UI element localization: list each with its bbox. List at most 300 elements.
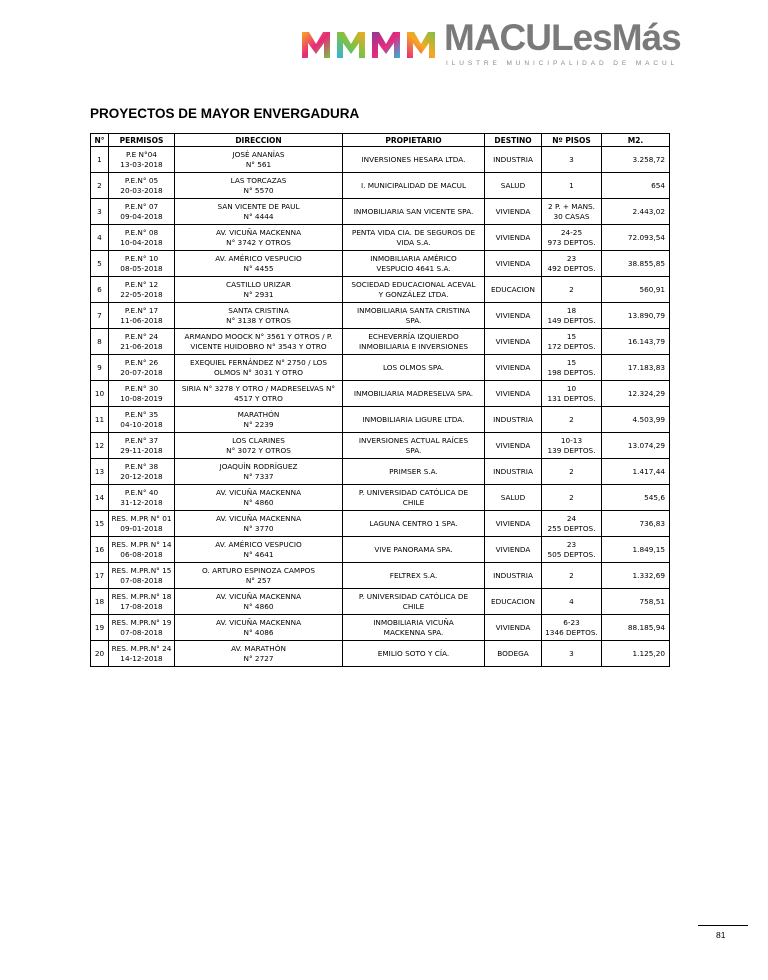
propietario-cell-line: EMILIO SOTO Y CÍA. [377, 648, 450, 658]
direccion-cell-line: AV. VICUÑA MACKENNA [215, 591, 302, 601]
m2-cell: 1.125,20 [602, 641, 670, 667]
propietario-cell-line: INMOBILIARIA E INVERSIONES [359, 341, 468, 351]
m2-cell: 3.258,72 [602, 147, 670, 173]
permiso-cell [109, 381, 175, 407]
macul-logo-mark [300, 28, 440, 60]
propietario-cell [343, 173, 485, 199]
propietario-cell-line: INMOBILIARIA MADRESELVA SPA. [353, 388, 474, 398]
propietario-cell-line: LAGUNA CENTRO 1 SPA. [369, 518, 458, 528]
direccion-cell-line: AV. VICUÑA MACKENNA [215, 487, 302, 497]
pisos-cell [542, 511, 602, 537]
direccion-cell-line: SIRIA N° 3278 Y OTRO / MADRESELVAS N° [181, 383, 336, 393]
propietario-cell-line: INVERSIONES ACTUAL RAÍCES [358, 435, 469, 445]
permiso-cell [109, 329, 175, 355]
pisos-cell [542, 407, 602, 433]
permiso-cell-line: P.E.N° 30 [124, 383, 159, 393]
table-row [91, 329, 670, 355]
pisos-cell-line: 973 DEPTOS. [547, 237, 596, 247]
direccion-cell [175, 615, 343, 641]
direccion-cell-line: O. ARTURO ESPINOZA CAMPOS [201, 565, 315, 575]
m2-cell: 4.503,99 [602, 407, 670, 433]
row-number: 19 [91, 615, 109, 641]
pisos-cell [542, 433, 602, 459]
permiso-cell-line: RES. M.PR.N° 18 [111, 591, 172, 601]
propietario-cell [343, 641, 485, 667]
row-number: 10 [91, 381, 109, 407]
direccion-cell-line: SAN VICENTE DE PAUL [217, 201, 300, 211]
table-row [91, 147, 670, 173]
table-row [91, 641, 670, 667]
direccion-cell-line: N° 4086 [243, 627, 274, 637]
direccion-cell-line: AV. MARATHÓN [231, 643, 286, 653]
permiso-cell-line: 06-08-2018 [120, 549, 163, 559]
row-number: 16 [91, 537, 109, 563]
direccion-cell [175, 407, 343, 433]
propietario-cell-line: VIDA S.A. [396, 237, 431, 247]
direccion-cell-line: N° 4444 [243, 211, 274, 221]
pisos-cell-line: 1346 DEPTOS. [545, 627, 598, 637]
pisos-cell-line: 131 DEPTOS. [547, 393, 596, 403]
direccion-cell-line: JOAQUÍN RODRÍGUEZ [219, 461, 298, 471]
direccion-cell [175, 459, 343, 485]
pisos-cell-line: 4 [569, 596, 574, 606]
destino-cell: INDUSTRIA [485, 147, 542, 173]
permiso-cell-line: 22-05-2018 [120, 289, 163, 299]
destino-cell: VIVIENDA [485, 381, 542, 407]
brand-main: MACUL [444, 17, 573, 58]
permiso-cell-line: 07-08-2018 [120, 575, 163, 585]
m2-cell: 1.332,69 [602, 563, 670, 589]
propietario-cell-line: CHILE [402, 601, 425, 611]
direccion-cell [175, 355, 343, 381]
propietario-cell [343, 511, 485, 537]
table-row [91, 459, 670, 485]
permiso-cell [109, 355, 175, 381]
pisos-cell-line: 2 [569, 570, 574, 580]
propietario-cell [343, 485, 485, 511]
m2-cell: 736,83 [602, 511, 670, 537]
table-row [91, 225, 670, 251]
permiso-cell [109, 537, 175, 563]
pisos-cell-line: 198 DEPTOS. [547, 367, 596, 377]
permiso-cell-line: P.E.N° 07 [124, 201, 159, 211]
destino-cell: VIVIENDA [485, 511, 542, 537]
destino-cell: VIVIENDA [485, 355, 542, 381]
row-number: 17 [91, 563, 109, 589]
direccion-cell-line: N° 561 [245, 159, 272, 169]
permiso-cell-line: 09-01-2018 [120, 523, 163, 533]
permiso-cell-line: P.E.N° 17 [124, 305, 159, 315]
propietario-cell-line: INMOBILIARIA SAN VICENTE SPA. [353, 206, 474, 216]
permiso-cell-line: P.E.N° 37 [124, 435, 159, 445]
permiso-cell [109, 511, 175, 537]
direccion-cell [175, 537, 343, 563]
pisos-cell-line: 10 [566, 383, 577, 393]
direccion-cell [175, 381, 343, 407]
direccion-cell-line: VICENTE HUIDOBRO N° 3543 Y OTRO [190, 341, 327, 351]
permiso-cell-line: P.E.N° 40 [124, 487, 159, 497]
direccion-cell-line: N° 7337 [243, 471, 274, 481]
destino-cell: EDUCACION [485, 589, 542, 615]
pisos-cell-line: 3 [569, 648, 574, 658]
propietario-cell-line: INMOBILIARIA VICUÑA [373, 617, 454, 627]
propietario-cell-line: PRIMSER S.A. [389, 466, 438, 476]
propietario-cell [343, 563, 485, 589]
pisos-cell [542, 563, 602, 589]
pisos-cell [542, 147, 602, 173]
pisos-cell [542, 199, 602, 225]
pisos-cell-line: 492 DEPTOS. [547, 263, 596, 273]
table-row [91, 563, 670, 589]
table-row [91, 381, 670, 407]
permiso-cell-line: RES. M.PR N° 01 [111, 513, 172, 523]
m2-cell: 2.443,02 [602, 199, 670, 225]
brand-wordmark [444, 18, 681, 58]
direccion-cell-line: N° 4860 [243, 601, 274, 611]
row-number: 3 [91, 199, 109, 225]
table-row [91, 537, 670, 563]
propietario-cell-line: ECHEVERRÍA IZQUIERDO [368, 331, 459, 341]
propietario-cell [343, 303, 485, 329]
row-number: 15 [91, 511, 109, 537]
propietario-cell-line: INVERSIONES HESARA LTDA. [361, 154, 466, 164]
projects-table [90, 133, 670, 667]
destino-cell: BODEGA [485, 641, 542, 667]
permiso-cell [109, 641, 175, 667]
pisos-cell-line: 1 [569, 180, 574, 190]
permiso-cell-line: P.E.N° 35 [124, 409, 159, 419]
destino-cell: INDUSTRIA [485, 563, 542, 589]
direccion-cell [175, 485, 343, 511]
direccion-cell [175, 303, 343, 329]
direccion-cell [175, 563, 343, 589]
propietario-cell [343, 355, 485, 381]
page-number: 81 [716, 930, 726, 940]
page-title: PROYECTOS DE MAYOR ENVERGADURA [90, 106, 360, 121]
row-number: 20 [91, 641, 109, 667]
permiso-cell [109, 225, 175, 251]
direccion-cell [175, 641, 343, 667]
permiso-cell-line: P.E.N° 26 [124, 357, 159, 367]
propietario-cell [343, 329, 485, 355]
permiso-cell [109, 459, 175, 485]
destino-cell: VIVIENDA [485, 537, 542, 563]
table-header-row [91, 134, 670, 147]
direccion-cell [175, 433, 343, 459]
permiso-cell-line: 10-08-2019 [120, 393, 163, 403]
permiso-cell [109, 147, 175, 173]
propietario-cell [343, 277, 485, 303]
direccion-cell-line: N° 5570 [243, 185, 274, 195]
m2-cell: 17.183,83 [602, 355, 670, 381]
permiso-cell-line: RES. M.PR.N° 15 [111, 565, 172, 575]
pisos-cell-line: 15 [566, 357, 577, 367]
propietario-cell [343, 433, 485, 459]
permiso-cell [109, 199, 175, 225]
pisos-cell-line: 149 DEPTOS. [547, 315, 596, 325]
table-row [91, 277, 670, 303]
permiso-cell-line: 04-10-2018 [120, 419, 163, 429]
row-number: 13 [91, 459, 109, 485]
direccion-cell-line: AV. AMÉRICO VESPUCIO [215, 253, 302, 263]
pisos-cell [542, 173, 602, 199]
direccion-cell-line: N° 2239 [243, 419, 274, 429]
propietario-cell-line: Y GONZÁLEZ LTDA. [378, 289, 449, 299]
direccion-cell-line: SANTA CRISTINA [228, 305, 289, 315]
m2-cell: 72.093,54 [602, 225, 670, 251]
table-row [91, 511, 670, 537]
pisos-cell-line: 2 [569, 492, 574, 502]
pisos-cell-line: 23 [566, 253, 577, 263]
pisos-cell-line: 6-23 [563, 617, 580, 627]
direccion-cell [175, 251, 343, 277]
permiso-cell-line: P.E.N° 24 [124, 331, 159, 341]
direccion-cell-line: N° 4641 [243, 549, 274, 559]
direccion-cell-line: N° 2727 [243, 653, 274, 663]
pisos-cell-line: 2 [569, 466, 574, 476]
permiso-cell-line: P.E.N° 12 [124, 279, 159, 289]
m2-cell: 654 [602, 173, 670, 199]
destino-cell: INDUSTRIA [485, 459, 542, 485]
destino-cell: SALUD [485, 173, 542, 199]
table-row [91, 173, 670, 199]
propietario-cell-line: CHILE [402, 497, 425, 507]
pisos-cell-line: 30 CASAS [553, 211, 590, 221]
direccion-cell [175, 329, 343, 355]
direccion-cell-line: ARMANDO MOOCK N° 3561 Y OTROS / P. [184, 331, 333, 341]
row-number: 7 [91, 303, 109, 329]
m2-cell: 560,91 [602, 277, 670, 303]
m2-cell: 758,51 [602, 589, 670, 615]
table-row [91, 407, 670, 433]
permiso-cell-line: 31-12-2018 [120, 497, 163, 507]
direccion-cell [175, 147, 343, 173]
direccion-cell-line: N° 3138 Y OTROS [226, 315, 291, 325]
direccion-cell-line: AV. VICUÑA MACKENNA [215, 227, 302, 237]
row-number: 1 [91, 147, 109, 173]
direccion-cell-line: AV. VICUÑA MACKENNA [215, 617, 302, 627]
m2-cell: 12.324,29 [602, 381, 670, 407]
destino-cell: VIVIENDA [485, 329, 542, 355]
pisos-cell [542, 303, 602, 329]
pisos-cell [542, 537, 602, 563]
pisos-cell-line: 10-13 [560, 435, 583, 445]
m2-cell: 88.185,94 [602, 615, 670, 641]
direccion-cell-line: EXEQUIEL FERNÁNDEZ N° 2750 / LOS [189, 357, 328, 367]
m2-cell: 13.890,79 [602, 303, 670, 329]
table-row [91, 485, 670, 511]
permiso-cell-line: P.E N°04 [126, 149, 157, 159]
destino-cell: VIVIENDA [485, 433, 542, 459]
destino-cell: INDUSTRIA [485, 407, 542, 433]
m2-cell: 13.074,29 [602, 433, 670, 459]
pisos-cell [542, 355, 602, 381]
pisos-cell [542, 225, 602, 251]
direccion-cell-line: N° 3770 [243, 523, 274, 533]
table-row [91, 589, 670, 615]
column-header: PROPIETARIO [343, 134, 485, 147]
propietario-cell-line: SOCIEDAD EDUCACIONAL ACEVAL [351, 279, 476, 289]
pisos-cell [542, 329, 602, 355]
propietario-cell [343, 589, 485, 615]
row-number: 2 [91, 173, 109, 199]
destino-cell: VIVIENDA [485, 615, 542, 641]
propietario-cell-line: P. UNIVERSIDAD CATÓLICA DE [358, 487, 469, 497]
row-number: 14 [91, 485, 109, 511]
permiso-cell-line: RES. M.PR N° 14 [111, 539, 172, 549]
m2-cell: 1.417,44 [602, 459, 670, 485]
permiso-cell-line: 07-08-2018 [120, 627, 163, 637]
direccion-cell-line: CASTILLO URIZAR [226, 279, 291, 289]
permiso-cell-line: 09-04-2018 [120, 211, 163, 221]
direccion-cell [175, 511, 343, 537]
permiso-cell [109, 433, 175, 459]
permiso-cell-line: 13-03-2018 [120, 159, 163, 169]
direccion-cell [175, 277, 343, 303]
propietario-cell [343, 407, 485, 433]
permiso-cell [109, 277, 175, 303]
direccion-cell-line: MARATHÓN [237, 409, 280, 419]
table-row [91, 355, 670, 381]
pisos-cell-line: 139 DEPTOS. [547, 445, 596, 455]
permiso-cell-line: RES. M.PR.N° 19 [111, 617, 172, 627]
pisos-cell [542, 615, 602, 641]
pisos-cell [542, 381, 602, 407]
direccion-cell-line: LOS CLARINES [232, 435, 285, 445]
row-number: 5 [91, 251, 109, 277]
pisos-cell-line: 24-25 [560, 227, 583, 237]
pisos-cell-line: 24 [566, 513, 577, 523]
propietario-cell-line: INMOBILIARIA AMÉRICO [370, 253, 457, 263]
permiso-cell-line: 21-06-2018 [120, 341, 163, 351]
pisos-cell [542, 251, 602, 277]
permiso-cell-line: 29-11-2018 [120, 445, 163, 455]
row-number: 18 [91, 589, 109, 615]
pisos-cell-line: 505 DEPTOS. [547, 549, 596, 559]
propietario-cell [343, 459, 485, 485]
table-row [91, 433, 670, 459]
propietario-cell-line: SPA. [405, 315, 422, 325]
permiso-cell-line: 20-07-2018 [120, 367, 163, 377]
direccion-cell-line: N° 257 [245, 575, 272, 585]
direccion-cell-line: JOSÉ ANANÍAS [232, 149, 285, 159]
permiso-cell [109, 563, 175, 589]
column-header: Nº PISOS [542, 134, 602, 147]
pisos-cell-line: 18 [566, 305, 577, 315]
direccion-cell-line: N° 3072 Y OTROS [226, 445, 291, 455]
permiso-cell [109, 589, 175, 615]
propietario-cell-line: FELTREX S.A. [389, 570, 438, 580]
table-row [91, 615, 670, 641]
pisos-cell-line: 2 P. + MANS. [548, 201, 595, 211]
row-number: 11 [91, 407, 109, 433]
footer-divider [698, 925, 748, 926]
propietario-cell-line: INMOBILIARIA LIGURE LTDA. [362, 414, 465, 424]
direccion-cell-line: LAS TORCAZAS [230, 175, 287, 185]
permiso-cell-line: 20-12-2018 [120, 471, 163, 481]
destino-cell: VIVIENDA [485, 303, 542, 329]
propietario-cell [343, 615, 485, 641]
direccion-cell [175, 199, 343, 225]
propietario-cell [343, 199, 485, 225]
pisos-cell-line: 172 DEPTOS. [547, 341, 596, 351]
propietario-cell-line: SPA. [405, 445, 422, 455]
destino-cell: SALUD [485, 485, 542, 511]
direccion-cell-line: OLMOS N° 3031 Y OTRO [214, 367, 303, 377]
table-row [91, 251, 670, 277]
brand-subtitle: ILUSTRE MUNICIPALIDAD DE MACUL [446, 60, 679, 67]
propietario-cell-line: VESPUCIO 4641 S.A. [376, 263, 451, 273]
pisos-cell-line: 255 DEPTOS. [547, 523, 596, 533]
permiso-cell-line: P.E.N° 08 [124, 227, 159, 237]
m2-cell: 545,6 [602, 485, 670, 511]
direccion-cell-line: N° 4455 [243, 263, 274, 273]
table-row [91, 303, 670, 329]
table-row [91, 199, 670, 225]
permiso-cell [109, 173, 175, 199]
pisos-cell-line: 3 [569, 154, 574, 164]
permiso-cell [109, 251, 175, 277]
permiso-cell-line: 17-08-2018 [120, 601, 163, 611]
propietario-cell-line: PENTA VIDA CIA. DE SEGUROS DE [351, 227, 476, 237]
pisos-cell-line: 2 [569, 284, 574, 294]
permiso-cell-line: 08-05-2018 [120, 263, 163, 273]
brand-mas: Más [611, 17, 681, 58]
direccion-cell-line: N° 3742 Y OTROS [226, 237, 291, 247]
permiso-cell-line: P.E.N° 38 [124, 461, 159, 471]
column-header: M2. [602, 134, 670, 147]
direccion-cell-line: 4517 Y OTRO [234, 393, 283, 403]
propietario-cell [343, 381, 485, 407]
pisos-cell-line: 15 [566, 331, 577, 341]
permiso-cell [109, 615, 175, 641]
column-header: PERMISOS [109, 134, 175, 147]
permiso-cell-line: 11-06-2018 [120, 315, 163, 325]
m2-cell: 1.849,15 [602, 537, 670, 563]
propietario-cell-line: VIVE PANORAMA SPA. [374, 544, 453, 554]
direccion-cell [175, 589, 343, 615]
propietario-cell-line: P. UNIVERSIDAD CATÓLICA DE [358, 591, 469, 601]
m2-cell: 16.143,79 [602, 329, 670, 355]
direccion-cell-line: AV. AMÉRICO VESPUCIO [215, 539, 302, 549]
pisos-cell [542, 459, 602, 485]
permiso-cell-line: 14-12-2018 [120, 653, 163, 663]
propietario-cell-line: I. MUNICIPALIDAD DE MACUL [360, 180, 467, 190]
permiso-cell-line: 20-03-2018 [120, 185, 163, 195]
permiso-cell-line: 10-04-2018 [120, 237, 163, 247]
propietario-cell [343, 537, 485, 563]
destino-cell: VIVIENDA [485, 251, 542, 277]
permiso-cell-line: P.E.N° 10 [124, 253, 159, 263]
row-number: 6 [91, 277, 109, 303]
pisos-cell [542, 277, 602, 303]
pisos-cell-line: 2 [569, 414, 574, 424]
pisos-cell [542, 641, 602, 667]
permiso-cell-line: P.E.N° 05 [124, 175, 159, 185]
direccion-cell-line: AV. VICUÑA MACKENNA [215, 513, 302, 523]
row-number: 8 [91, 329, 109, 355]
permiso-cell [109, 303, 175, 329]
destino-cell: EDUCACION [485, 277, 542, 303]
permiso-cell-line: RES. M.PR.N° 24 [111, 643, 172, 653]
destino-cell: VIVIENDA [485, 199, 542, 225]
column-header: N° [91, 134, 109, 147]
direccion-cell-line: N° 4860 [243, 497, 274, 507]
pisos-cell [542, 589, 602, 615]
column-header: DIRECCION [175, 134, 343, 147]
propietario-cell-line: MACKENNA SPA. [383, 627, 444, 637]
direccion-cell [175, 225, 343, 251]
